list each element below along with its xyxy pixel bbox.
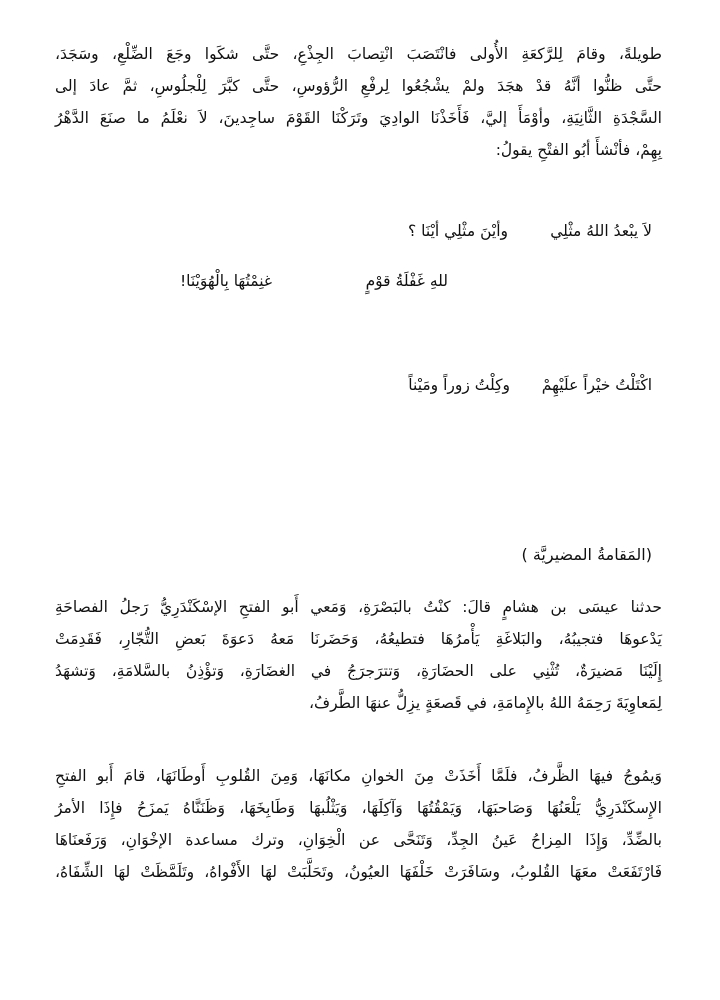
paragraph-2-line-4: لِمَعاوِيَةَ رَحِمَهُ اللهُ بالإِمامَةِ، في قَصعَةٍ يزِلُّ عنهَا الطَّرفُ، xyxy=(309,694,662,712)
paragraph-1-line-2: حتَّى ظنُّوا أنَّهُ قدْ هجَدَ ولمْ يشْجُعُوا لِرفْعِ الرُّؤوسِ، حتَّى كبَّرَ لِلْجلُوسِ، ثمَّ عادَ إلى xyxy=(55,77,662,95)
paragraph-2-line-3: إِلَيْنَا مَضيرَةٌ، تُثْنِي على الحضَارَةِ، وَتترَجرَجُ في الغضَارَةِ، وَتؤْذِنُ بالسَّلامَةِ، وَتشهَدُ xyxy=(55,662,662,680)
paragraph-3-line-1: وَيمُوجُ فيهَا الظَّرفُ، فلَمَّا أَخَذَتْ مِنَ الخوانِ مكانَهَا، وَمِنَ القُلوبِ أَوطَانَهَا، قامَ أَبو الفتحِ xyxy=(55,767,662,785)
paragraph-1-line-1: طويلةً، وقامَ لِلرَّكعَةِ الأُولى فانْتَصَبَ انْتِصابَ الجِذْعِ، حتَّى شكَوا وجَعَ الضِّلْعِ، وسَجَدَ، xyxy=(55,45,662,63)
paragraph-3-line-2: الإِسكَنْدَرِيُّ يَلْعَنُهَا وَصَاحبَهَا، وَيَمْقُتُهَا وَآكِلَهَا، وَيَثْلُبهَا وَطَابِخَهَا، وَظَنَنَّاهُ يَمزَحُ فإِذَا الأمرُ xyxy=(55,799,662,817)
paragraph-1-line-4: بِهِمْ، فأنْشأَ أبُو الفتْحِ يقولُ: xyxy=(495,141,662,159)
verse-1-first-hemistich: لاَ يبْعدُ اللهُ مثْلِي xyxy=(550,222,652,240)
verse-2-first-hemistich: للهِ غَفْلَةُ قوْمٍ xyxy=(365,272,448,290)
verse-2-second-hemistich: غنِمْتُهَا بِالْهُوَيْنَا! xyxy=(179,272,272,290)
paragraph-1-line-3: السَّجْدَةِ الثَّانِيَةِ، وأوْمَأَ إليَّ، فَأَخَذْنَا الوادِيَ وتَرَكْنَا القَوْمَ ساجِدينَ، لاَ نعْلَمُ ما صنَعَ الدَّهْرُ xyxy=(55,109,662,127)
verse-3-second-hemistich: وكِلْتُ زوراً ومَيْناً xyxy=(408,376,510,394)
paragraph-3-line-4: فَارْتَفَعَتْ معَهَا القُلوبُ، وسَافَرَتْ خَلْفَهَا العيُونُ، وتَحَلَّبَتْ لهَا الأَفْواهُ، وتَلَمَّظَتْ لهَا الشِّفَاهُ، xyxy=(55,863,662,881)
maqama-title: (المَقامةُ المضيريَّة ) xyxy=(521,545,652,564)
paragraph-2-line-2: يَدْعوهَا فتجيبُهُ، والبَلاغَةِ يَأْمرُهَا فتطيعُهُ، وَحَضَرنَا مَعهُ دَعوَةَ بَعضِ التُّجّارِ، فَقَدِمَتْ xyxy=(55,630,662,648)
paragraph-2-line-1: حدثنا عيسَى بن هشامٍ قالَ: كنْتُ بالبَصْرَةِ، وَمَعي أَبو الفتحِ الإسْكَنْدَرِيُّ رَجلُ الفصاحَةِ xyxy=(55,598,662,616)
verse-3-first-hemistich: اكْتَلْتُ خيْراً علَيْهِمْ xyxy=(541,376,652,394)
paragraph-3-line-3: بالضِّدِّ، وَإِذَا المِزاحُ عَينُ الجِدِّ، وَتَنَحَّى عن الْخِوَانِ، وترك مساعدة الإخْوَانِ، وَرَفَعنَاهَا xyxy=(55,831,662,849)
verse-1-second-hemistich: وأيْنَ مثْلِي أيْنَا ؟ xyxy=(408,222,508,240)
